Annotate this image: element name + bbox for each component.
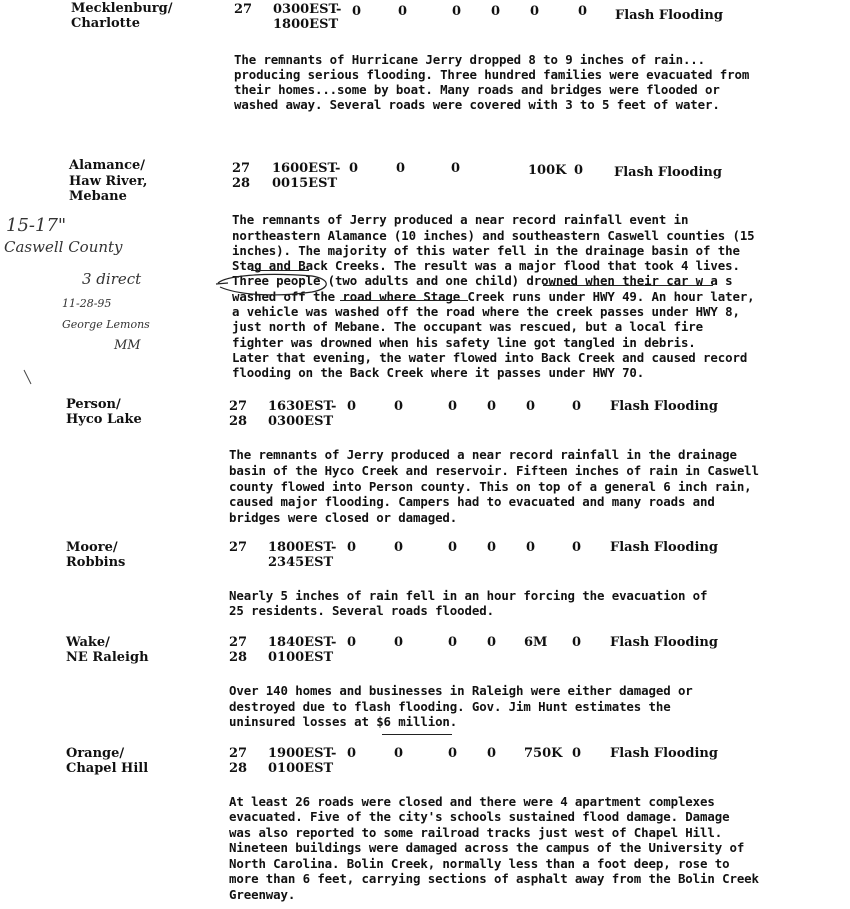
narrative-line: destroyed due to flash flooding. Gov. Jim Hunt estimates the — [229, 699, 671, 714]
property-damage: 0 — [526, 540, 536, 555]
injuries: 0 — [394, 635, 404, 650]
narrative-line: At least 26 roads were closed and there were 4 apartment complexes — [229, 794, 715, 809]
end-time: 0015EST — [272, 176, 338, 191]
handwritten-underline — [543, 285, 713, 286]
narrative-line: more than 6 feet, carrying sections of asphalt away from the Bolin Creek — [229, 871, 759, 886]
begin-date: 27 — [229, 746, 248, 761]
end-date: 28 — [229, 414, 248, 429]
begin-date: 27 — [234, 2, 253, 17]
property-damage: 750K — [524, 746, 563, 761]
narrative-line: uninsured losses at $6 million. — [229, 714, 458, 729]
narrative-line: washed off the road where Stage Creek runs under HWY 49. An hour later, — [232, 289, 755, 304]
narrative-line: a vehicle was washed off the road where the creek passes under HWY 8, — [232, 304, 740, 319]
begin-time: 1630EST- — [268, 399, 337, 414]
end-date: 28 — [229, 650, 248, 665]
begin-time: 1840EST- — [268, 635, 337, 650]
deaths: 0 — [352, 4, 362, 19]
narrative-line: basin of the Hyco Creek and reservoir. Fifteen inches of rain in Caswell — [229, 463, 759, 478]
end-date: 28 — [232, 176, 251, 191]
narrative-line: North Carolina. Bolin Creek, normally less than a foot deep, rose to — [229, 856, 730, 871]
property-damage: 6M — [524, 635, 548, 650]
narrative-line: Stag and Back Creeks. The result was a major flood that took 4 lives. — [232, 258, 740, 273]
value-3: 0 — [448, 399, 458, 414]
narrative-line: county flowed into Person county. This on top of a general 6 inch rain, — [229, 479, 752, 494]
handwritten-note: MM — [114, 338, 141, 353]
property-damage: 0 — [530, 4, 540, 19]
handwritten-underline — [340, 300, 468, 301]
narrative-line: The remnants of Hurricane Jerry dropped 8 to 9 inches of rain... — [234, 52, 706, 67]
narrative-line: 25 residents. Several roads flooded. — [229, 603, 494, 618]
begin-time: 1800EST- — [268, 540, 337, 555]
value-4: 0 — [487, 399, 497, 414]
location-county: Mecklenburg/ — [71, 1, 173, 16]
narrative-line: evacuated. Five of the city's schools sustained flood damage. Damage — [229, 809, 730, 824]
injuries: 0 — [394, 540, 404, 555]
location-place: Haw River, — [69, 174, 148, 189]
handwritten-note: Caswell County — [4, 238, 123, 256]
location-county: Wake/ — [66, 635, 110, 650]
deaths: 0 — [347, 746, 357, 761]
begin-date: 27 — [229, 399, 248, 414]
end-date: 28 — [229, 761, 248, 776]
location-place: Charlotte — [71, 16, 140, 31]
crop-damage: 0 — [572, 540, 582, 555]
location-place: Mebane — [69, 189, 127, 204]
event-type: Flash Flooding — [610, 399, 718, 414]
deaths: 0 — [347, 635, 357, 650]
injuries: 0 — [396, 161, 406, 176]
begin-time: 0300EST- — [273, 2, 342, 17]
end-time: 0100EST — [268, 761, 334, 776]
value-4: 0 — [487, 540, 497, 555]
narrative-line: bridges were closed or damaged. — [229, 510, 458, 525]
end-time: 1800EST — [273, 17, 339, 32]
handwritten-underline — [382, 734, 452, 735]
location-county: Moore/ — [66, 540, 118, 555]
crop-damage: 0 — [578, 4, 588, 19]
value-4: 0 — [491, 4, 501, 19]
narrative-line: flooding on the Back Creek where it passes under HWY 70. — [232, 365, 645, 380]
narrative-line: The remnants of Jerry produced a near record rainfall event in — [232, 212, 689, 227]
deaths: 0 — [347, 540, 357, 555]
begin-time: 1600EST- — [272, 161, 341, 176]
begin-time: 1900EST- — [268, 746, 337, 761]
handwritten-note: 3 direct — [82, 270, 142, 288]
value-4: 0 — [487, 635, 497, 650]
property-damage: 100K — [528, 163, 567, 178]
value-4: 0 — [487, 746, 497, 761]
narrative-line: inches). The majority of this water fell in the drainage basin of the — [232, 243, 740, 258]
narrative-line: washed away. Several roads were covered with 3 to 5 feet of water. — [234, 97, 720, 112]
event-type: Flash Flooding — [610, 540, 718, 555]
event-type: Flash Flooding — [610, 635, 718, 650]
event-type: Flash Flooding — [614, 165, 722, 180]
narrative-line: Nineteen buildings were damaged across the campus of the University of — [229, 840, 745, 855]
value-3: 0 — [451, 161, 461, 176]
location-county: Orange/ — [66, 746, 125, 761]
narrative-line: producing serious flooding. Three hundred families were evacuated from — [234, 67, 750, 82]
value-3: 0 — [452, 4, 462, 19]
narrative-line: northeastern Alamance (10 inches) and southeastern Caswell counties (15 — [232, 228, 755, 243]
narrative-line: Nearly 5 inches of rain fell in an hour forcing the evacuation of — [229, 588, 708, 603]
handwritten-note: 11-28-95 — [62, 297, 112, 310]
injuries: 0 — [398, 4, 408, 19]
narrative-line: was also reported to some railroad tracks just west of Chapel Hill. — [229, 825, 723, 840]
value-3: 0 — [448, 746, 458, 761]
begin-date: 27 — [232, 161, 251, 176]
end-time: 2345EST — [268, 555, 334, 570]
event-type: Flash Flooding — [610, 746, 718, 761]
begin-date: 27 — [229, 540, 248, 555]
deaths: 0 — [349, 161, 359, 176]
value-3: 0 — [448, 540, 458, 555]
narrative-line: fighter was drowned when his safety line got tangled in debris. — [232, 335, 696, 350]
location-county: Person/ — [66, 397, 121, 412]
location-county: Alamance/ — [69, 158, 146, 173]
narrative-line: Greenway. — [229, 887, 296, 902]
crop-damage: 0 — [572, 635, 582, 650]
handwritten-note: 15-17" — [6, 215, 67, 236]
location-place: Hyco Lake — [66, 412, 142, 427]
handwritten-underline — [251, 270, 309, 271]
handwritten-note: George Lemons — [62, 318, 150, 331]
begin-date: 27 — [229, 635, 248, 650]
end-time: 0300EST — [268, 414, 334, 429]
location-place: Chapel Hill — [66, 761, 149, 776]
narrative-line: caused major flooding. Campers had to evacuated and many roads and — [229, 494, 715, 509]
narrative-line: Over 140 homes and businesses in Raleigh were either damaged or — [229, 683, 693, 698]
crop-damage: 0 — [572, 399, 582, 414]
event-type: Flash Flooding — [615, 8, 723, 23]
crop-damage: 0 — [574, 163, 584, 178]
crop-damage: 0 — [572, 746, 582, 761]
property-damage: 0 — [526, 399, 536, 414]
location-place: NE Raleigh — [66, 650, 149, 665]
value-3: 0 — [448, 635, 458, 650]
deaths: 0 — [347, 399, 357, 414]
end-time: 0100EST — [268, 650, 334, 665]
narrative-line: The remnants of Jerry produced a near record rainfall in the drainage — [229, 447, 737, 462]
narrative-line: just north of Mebane. The occupant was rescued, but a local fire — [232, 319, 704, 334]
injuries: 0 — [394, 399, 404, 414]
narrative-line: their homes...some by boat. Many roads and bridges were flooded or — [234, 82, 720, 97]
narrative-line: Three people (two adults and one child) drowned when their car w a s — [232, 273, 733, 288]
injuries: 0 — [394, 746, 404, 761]
narrative-line: Later that evening, the water flowed into Back Creek and caused record — [232, 350, 748, 365]
location-place: Robbins — [66, 555, 126, 570]
